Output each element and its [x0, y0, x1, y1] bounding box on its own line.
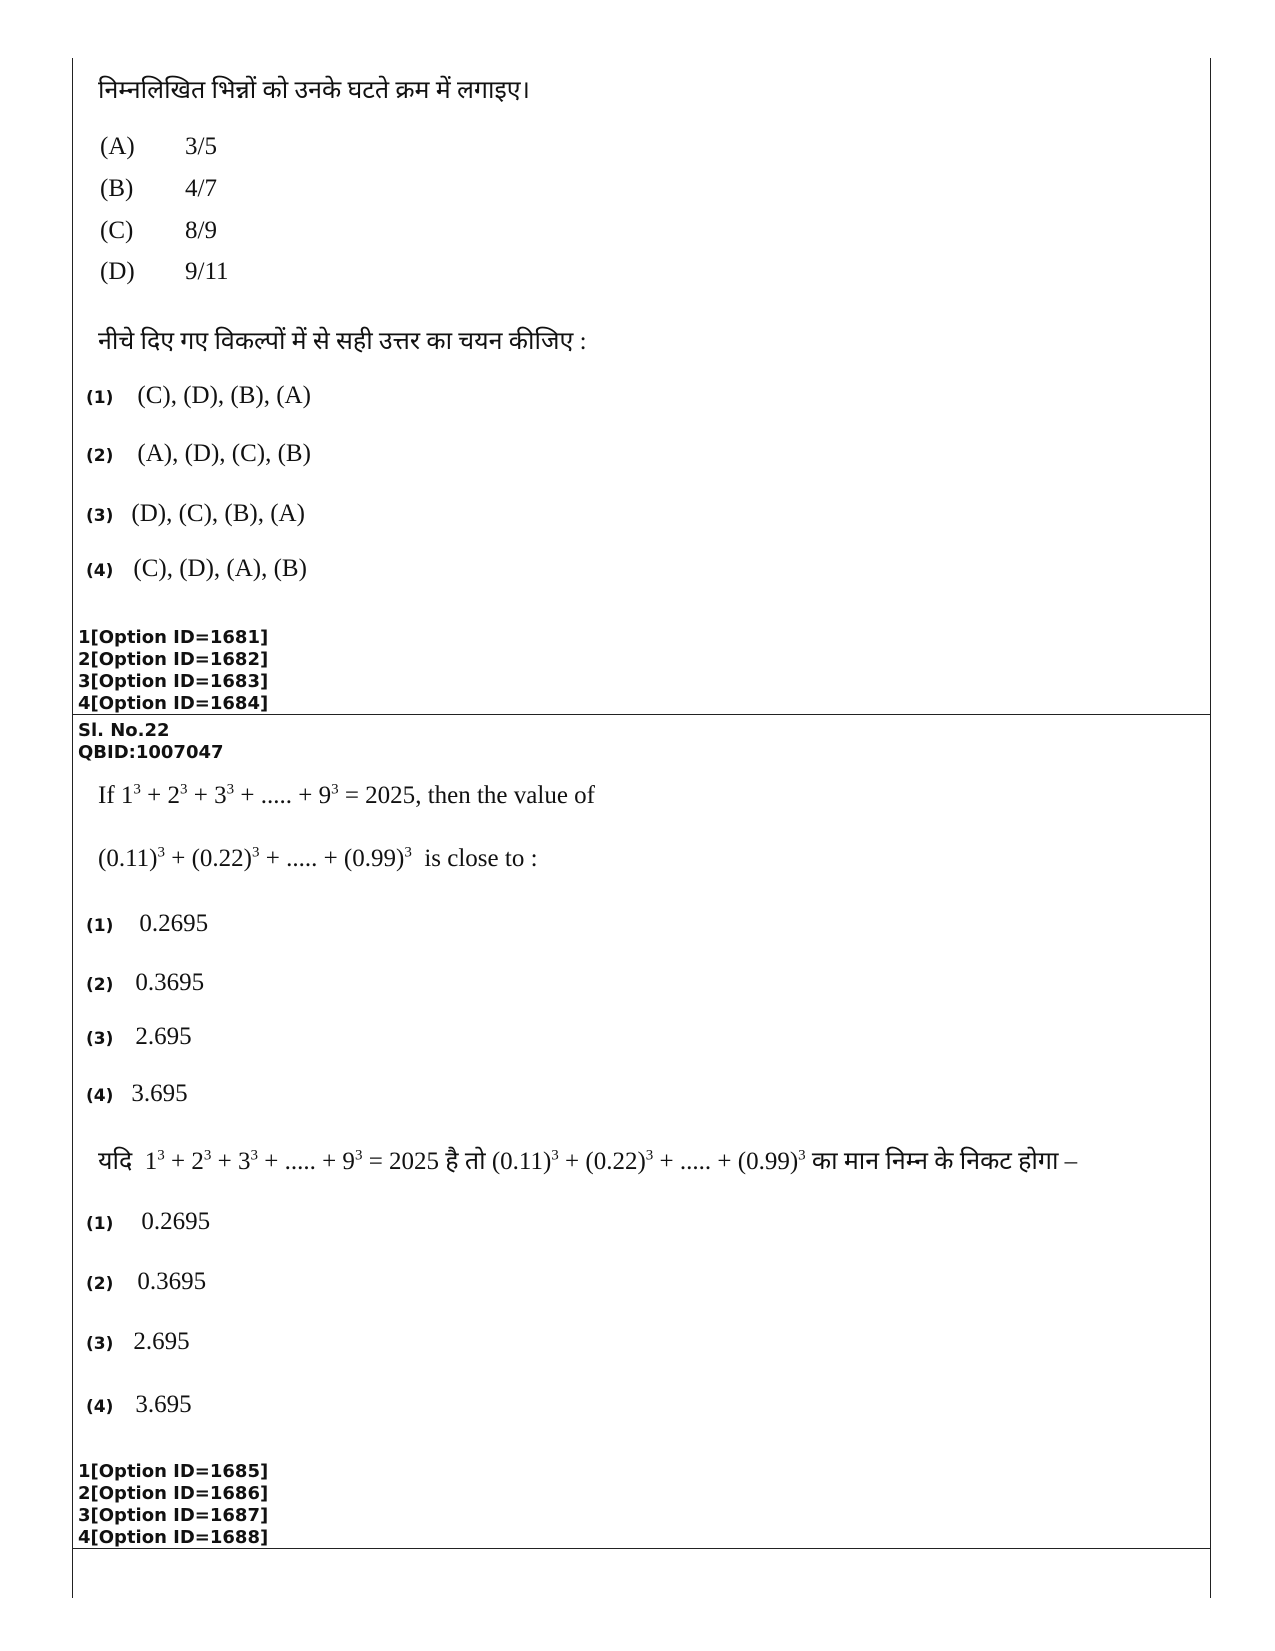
q22-header — [78, 720, 224, 764]
q22-hindi-tail: का मान निम्न के निकट होगा – — [811, 1148, 1078, 1175]
q21-item-value: 4/7 — [185, 175, 217, 202]
option-id: 3[Option ID=1683] — [78, 671, 269, 692]
q22-option[interactable] — [86, 910, 208, 938]
q22-yadi: यदि — [98, 1148, 133, 1175]
q22-question-line2: $(0.11)^3 + (0.22)^3$ + ..... + $(0.99)^3$ is close to : — [98, 844, 538, 872]
q21-item-value: 8/9 — [185, 217, 217, 244]
serial-number: Sl. No.22 — [78, 720, 170, 741]
option-text: 0.3695 — [137, 1268, 207, 1295]
q22-if: If — [98, 782, 115, 809]
q21-item-label: (A) — [100, 133, 135, 160]
q22-option[interactable] — [86, 969, 204, 997]
q21-item — [100, 133, 217, 161]
option-text: 3.695 — [131, 1080, 188, 1107]
q21-option[interactable] — [86, 382, 311, 410]
option-number: (1) — [86, 916, 114, 936]
q21-item — [100, 217, 217, 245]
option-id: 4[Option ID=1684] — [78, 693, 269, 714]
q21-option[interactable] — [86, 555, 307, 583]
q22-hindi-option[interactable] — [86, 1268, 206, 1296]
option-text: (D), (C), (B), (A) — [131, 500, 305, 527]
q22-question-hindi: यदि $1^3 + 2^3 + 3^3$ + ..... + $9^3 = 2025$ है तो $(0.11)^3 + (0.22)^3$ + ..... + $(0.99)^3$ का मान निम्न के निकट होगा – — [98, 1147, 1078, 1175]
option-number: (2) — [86, 975, 114, 995]
q22-then: , then the value of — [415, 782, 595, 809]
q22-hindi-option[interactable] — [86, 1328, 190, 1356]
q22-hai-to: है तो — [445, 1148, 486, 1175]
q22-hindi-option[interactable] — [86, 1208, 210, 1236]
option-id: 4[Option ID=1688] — [78, 1527, 269, 1548]
option-number: (4) — [86, 1086, 114, 1106]
option-text: (C), (D), (B), (A) — [137, 382, 311, 409]
q22-option[interactable] — [86, 1080, 188, 1108]
option-text: 0.2695 — [139, 910, 209, 937]
option-id: 1[Option ID=1681] — [78, 627, 269, 648]
option-text: 0.3695 — [135, 969, 205, 996]
q22-close-to: is close to : — [424, 845, 538, 872]
option-text: 0.2695 — [141, 1208, 211, 1235]
option-number: (3) — [86, 1029, 114, 1049]
option-number: (2) — [86, 446, 114, 466]
q21-item — [100, 175, 217, 203]
q21-instruction: नीचे दिए गए विकल्पों में से सही उत्तर का चयन कीजिए : — [98, 328, 587, 355]
option-number: (3) — [86, 1334, 114, 1354]
option-number: (2) — [86, 1274, 114, 1294]
option-number: (1) — [86, 388, 114, 408]
option-text: (A), (D), (C), (B) — [137, 440, 311, 467]
option-number: (1) — [86, 1214, 114, 1234]
option-number: (4) — [86, 1397, 114, 1417]
option-id: 1[Option ID=1685] — [78, 1461, 269, 1482]
q22-hindi-option[interactable] — [86, 1391, 192, 1419]
q21-item-label: (B) — [100, 175, 134, 202]
option-text: (C), (D), (A), (B) — [133, 555, 307, 582]
q21-item-label: (C) — [100, 217, 134, 244]
q21-item-value: 9/11 — [185, 258, 229, 285]
q21-item — [100, 258, 229, 286]
q22-question-line1: If $1^3 + 2^3 + 3^3$ + ..... + $9^3 = 2025$, then the value of — [98, 781, 595, 809]
option-text: 2.695 — [133, 1328, 190, 1355]
option-text: 2.695 — [135, 1023, 192, 1050]
option-id: 2[Option ID=1686] — [78, 1483, 269, 1504]
q21-option[interactable] — [86, 440, 311, 468]
q22-option-ids — [78, 1461, 268, 1549]
q21-option-ids — [78, 627, 268, 715]
option-id: 2[Option ID=1682] — [78, 649, 269, 670]
option-id: 3[Option ID=1687] — [78, 1505, 269, 1526]
option-number: (3) — [86, 506, 114, 526]
qbid: QBID:1007047 — [78, 742, 224, 763]
q21-item-label: (D) — [100, 258, 135, 285]
option-text: 3.695 — [135, 1391, 192, 1418]
q21-item-value: 3/5 — [185, 133, 217, 160]
question-frame — [72, 58, 1211, 1598]
q21-option[interactable] — [86, 500, 305, 528]
q21-prompt: निम्नलिखित भिन्नों को उनके घटते क्रम में लगाइए। — [98, 77, 531, 104]
option-number: (4) — [86, 561, 114, 581]
q22-option[interactable] — [86, 1023, 192, 1051]
